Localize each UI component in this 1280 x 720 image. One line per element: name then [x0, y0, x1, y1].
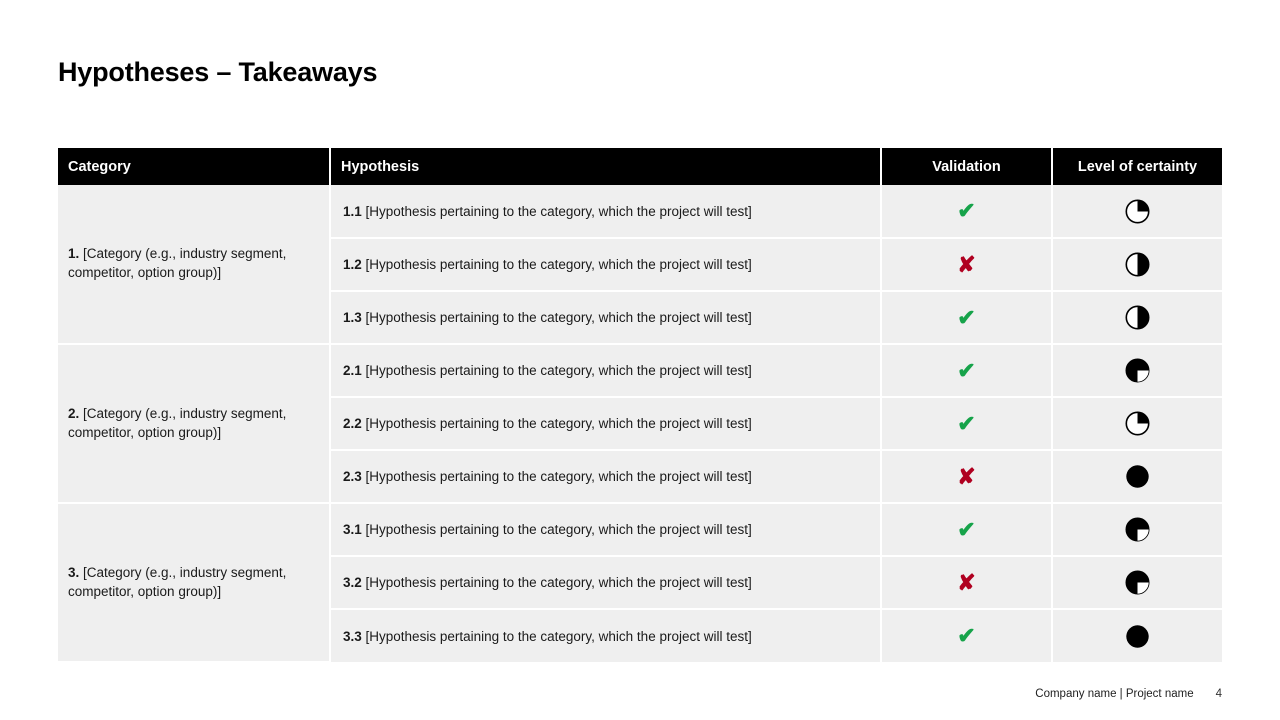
table-header: [58, 148, 1222, 185]
column-header-certainty: Level of certainty: [1052, 148, 1222, 185]
column-header-validation: Validation: [881, 148, 1052, 185]
validation-cell: [881, 185, 1052, 238]
hypothesis-cell: [330, 344, 881, 397]
certainty-cell: [1052, 450, 1222, 503]
harvey-ball-icon: [1125, 411, 1150, 436]
hypothesis-text: [Hypothesis pertaining to the category, which the project will test]: [361, 203, 752, 219]
hypothesis-number: 1.1: [343, 203, 362, 219]
hypothesis-text: [Hypothesis pertaining to the category, which the project will test]: [361, 575, 752, 590]
hypothesis-number: 2.2: [343, 416, 362, 431]
table-body: [58, 185, 1222, 662]
harvey-ball-icon: [1125, 517, 1150, 542]
column-header-category: Category: [58, 148, 330, 185]
slide-footer: [1035, 688, 1222, 700]
check-icon: ✔: [957, 198, 976, 223]
check-icon: ✔: [957, 623, 976, 648]
column-header-hypothesis: Hypothesis: [330, 148, 881, 185]
validation-cell: [881, 556, 1052, 609]
hypothesis-number: 3.3: [343, 628, 362, 644]
certainty-cell: [1052, 185, 1222, 238]
category-cell-2: [58, 344, 330, 503]
footer-company-project: Company name | Project name: [1035, 688, 1194, 700]
certainty-cell: [1052, 556, 1222, 609]
harvey-ball-icon: [1125, 252, 1150, 277]
hypothesis-number: 1.3: [343, 310, 362, 325]
validation-cell: [881, 503, 1052, 556]
category-cell-1: [58, 185, 330, 344]
hypotheses-table: [58, 148, 1222, 663]
certainty-cell: [1052, 503, 1222, 556]
hypothesis-number: 3.1: [343, 522, 362, 537]
certainty-cell: [1052, 291, 1222, 344]
harvey-ball-icon: [1125, 570, 1150, 595]
validation-cell: [881, 238, 1052, 291]
category-label: [Category (e.g., industry segment, competitor, option group)]: [68, 246, 287, 280]
category-cell-3: [58, 503, 330, 662]
hypothesis-text: [Hypothesis pertaining to the category, which the project will test]: [361, 310, 752, 325]
page-number: 4: [1215, 688, 1222, 700]
category-number: 3.: [68, 564, 80, 580]
check-icon: ✔: [957, 304, 976, 330]
hypothesis-cell: [330, 291, 881, 344]
check-icon: ✔: [957, 357, 976, 383]
harvey-ball-icon: [1125, 624, 1150, 649]
harvey-ball-icon: [1125, 358, 1150, 383]
table-header-row: [58, 148, 1222, 185]
hypothesis-cell: [330, 503, 881, 556]
category-number: 2.: [68, 405, 80, 421]
hypothesis-text: [Hypothesis pertaining to the category, which the project will test]: [361, 628, 752, 644]
page-title: Hypotheses – Takeaways: [58, 57, 378, 87]
hypothesis-number: 2.3: [343, 469, 362, 484]
table-row: [58, 185, 1222, 238]
harvey-ball-icon: [1125, 305, 1150, 330]
certainty-cell: [1052, 344, 1222, 397]
certainty-cell: [1052, 397, 1222, 450]
cross-icon: ✘: [957, 569, 976, 595]
validation-cell: [881, 291, 1052, 344]
hypothesis-text: [Hypothesis pertaining to the category, which the project will test]: [361, 416, 752, 431]
hypothesis-text: [Hypothesis pertaining to the category, which the project will test]: [361, 257, 752, 272]
validation-cell: [881, 609, 1052, 662]
check-icon: ✔: [957, 410, 976, 436]
hypothesis-text: [Hypothesis pertaining to the category, which the project will test]: [361, 522, 752, 537]
hypothesis-cell: [330, 450, 881, 503]
hypothesis-number: 2.1: [343, 363, 362, 378]
hypothesis-cell: [330, 238, 881, 291]
harvey-ball-icon: [1125, 464, 1150, 489]
hypothesis-text: [Hypothesis pertaining to the category, which the project will test]: [361, 469, 752, 484]
hypothesis-cell: [330, 185, 881, 238]
hypothesis-cell: [330, 397, 881, 450]
cross-icon: ✘: [957, 251, 976, 277]
hypothesis-number: 3.2: [343, 575, 362, 590]
check-icon: ✔: [957, 516, 976, 542]
hypothesis-cell: [330, 609, 881, 662]
hypothesis-text: [Hypothesis pertaining to the category, which the project will test]: [361, 363, 752, 378]
category-label: [Category (e.g., industry segment, competitor, option group)]: [68, 564, 287, 599]
hypothesis-cell: [330, 556, 881, 609]
hypothesis-number: 1.2: [343, 257, 362, 272]
cross-icon: ✘: [957, 463, 976, 489]
validation-cell: [881, 344, 1052, 397]
harvey-ball-icon: [1125, 199, 1150, 224]
category-label: [Category (e.g., industry segment, competitor, option group)]: [68, 405, 287, 440]
validation-cell: [881, 397, 1052, 450]
table-row: [58, 344, 1222, 397]
category-number: 1.: [68, 246, 80, 262]
validation-cell: [881, 450, 1052, 503]
table-row: [58, 503, 1222, 556]
certainty-cell: [1052, 238, 1222, 291]
certainty-cell: [1052, 609, 1222, 662]
